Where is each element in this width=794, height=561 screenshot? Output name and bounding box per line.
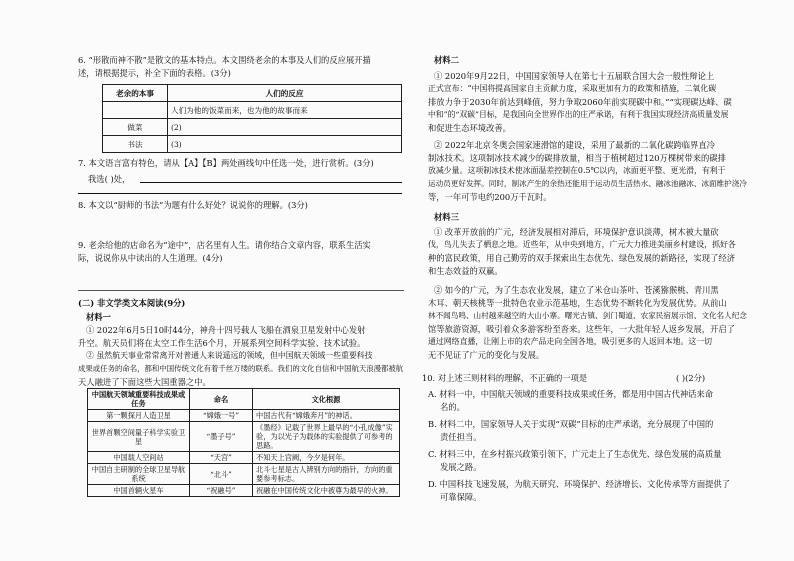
m2-p1-line3: 排放力争于2030年前达到峰值，努力争取2060年前实现碳中和。”“实现碳达峰、碳 bbox=[428, 97, 732, 107]
m3-p2-line1: ② 如今的广元，为了生态农业发展，建立了米仓山茶叶、苍溪猕猴桃、青川黑 bbox=[434, 285, 719, 295]
q7-line1: 7. 本文语言富有特色，请从【A】【B】两处画线句中任选一处，进行赏析。(3分) bbox=[78, 158, 374, 168]
table-cell: 中国自主研制的全球卫星导航系统 bbox=[88, 464, 190, 485]
section2-heading: (二) 非文学类文本阅读(9分) bbox=[78, 298, 186, 308]
table-cell: 世界首颗空间量子科学实验卫星 bbox=[88, 422, 190, 452]
table-cell: 《墨经》记载了世界上最早的“小孔成像”实验，为以光子为载体的实验提供了可参考的思路。 bbox=[253, 422, 400, 452]
option-b-line2: 责任担当。 bbox=[440, 432, 482, 442]
m3-p2-line5: 通过网络直播，让刚上市的农产品走向全国各地，吸引更多的人返回本地。这一切 bbox=[428, 337, 713, 346]
table-cell: “天宫” bbox=[190, 452, 253, 464]
m3-p1-line1: ① 改革开放前的广元，经济发展相对滞后，环境保护意识淡薄，树木被大量砍 bbox=[434, 227, 719, 237]
section-divider bbox=[78, 290, 404, 291]
m2-p1-line2: 正式宣布：“中国将提高国家自主贡献力度，采取更加有力的政策和措施，二氧化碳 bbox=[428, 84, 717, 93]
table-cell: 中国古代有“嫦娥奔月”的神话。 bbox=[253, 410, 400, 422]
q7-answer-line-2[interactable] bbox=[78, 193, 402, 194]
table-cell: “墨子号” bbox=[190, 422, 253, 452]
option-a-line2: 名的。 bbox=[440, 402, 465, 412]
q10-answer-bracket[interactable]: ( )(2分) bbox=[676, 373, 706, 383]
q6-answer-cell[interactable] bbox=[103, 102, 168, 119]
q8-line1: 8. 本文以“厨师的书法”为题有什么好处？说说你的理解。(3分) bbox=[78, 200, 308, 210]
table-cell-label: (3) bbox=[171, 139, 182, 149]
m3-p1-line4: 和生态效益的双赢。 bbox=[428, 266, 503, 276]
m2-p2-line3: 放减少量。这项制冰技术使冰面温差控制在0.5℃以内，冰面更平整、更光滑，有利于 bbox=[428, 166, 726, 175]
q6-answer-cell[interactable] bbox=[168, 119, 402, 136]
m1-p1-line2: 升空。航天员们将在太空工作生活6个月，开展系列空间科学实验、技术试验。 bbox=[78, 338, 366, 348]
option-c-line1[interactable]: C. 材料三中，在乡村振兴政策引领下，广元走上了生态优先、绿色发展的高质量 bbox=[428, 449, 722, 459]
m3-p2-line4: 馆等旅游资源，吸引着众多游客纷至沓来。这些年，一大批年轻人返乡发展，开启了 bbox=[428, 324, 735, 334]
m2-title: 材料二 bbox=[434, 55, 459, 65]
m3-p1-line2: 伐，鸟儿失去了栖息之地。近些年，从中央到地方，广元大力推进美丽乡村建设，抓好各 bbox=[428, 240, 736, 249]
table-row bbox=[88, 452, 400, 464]
m3-p1-line3: 种的富民政策，用自己勤劳的双手探索出生态优先、绿色发展的新路径，实现了经济 bbox=[428, 253, 735, 263]
option-b-line1[interactable]: B. 材料二中，国家领导人关于实现“双碳”目标的庄严承诺，充分展现了中国的 bbox=[428, 419, 714, 429]
aerospace-table-header: 文化根源 bbox=[253, 389, 400, 410]
q6-table-header: 人们的反应 bbox=[168, 85, 402, 102]
aerospace-table-header: 中国航天领域重要科技成果或任务 bbox=[88, 389, 190, 410]
q6-line1: 6. “形散而神不散”是散文的基本特点。本文围绕老余的本事及人们的反应展开描 bbox=[78, 55, 371, 65]
q9-line1: 9. 老余给他的店命名为“途中”，店名里有人生。请你结合文章内容，联系生活实 bbox=[78, 240, 371, 250]
table-cell-label: (2) bbox=[171, 122, 182, 132]
q6-answer-cell[interactable] bbox=[168, 136, 402, 153]
q6-line2: 述，请根据提示，补全下面的表格。(3分) bbox=[78, 68, 231, 78]
table-cell: 中国载人空间站 bbox=[88, 452, 190, 464]
m2-p2-line1: ② 2022年北京冬奥会国家速滑馆的建设，采用了最新的二氧化碳跨临界直冷 bbox=[434, 140, 715, 150]
aerospace-table-header: 命名 bbox=[190, 389, 253, 410]
table-row bbox=[103, 136, 402, 153]
m2-p1-line4: 中和”的“双碳”目标，是我国向全世界作出的庄严承诺，有利于我国实现经济高质量发展 bbox=[428, 110, 729, 119]
option-d-line2: 可靠保障。 bbox=[440, 492, 482, 502]
table-row bbox=[88, 485, 400, 497]
q6-table bbox=[102, 84, 402, 153]
option-a-line1[interactable]: A. 材料一中，中国航天领域的重要科技成果或任务，都是用中国古代神话来命 bbox=[428, 389, 714, 399]
m2-p2-line4: 运动员更好发挥。同时，制冰产生的余热还能用于运动员生活热水、融冰池融冰、冰面维护浇冷 bbox=[428, 179, 747, 188]
table-cell: 做菜 bbox=[103, 119, 168, 136]
q7-answer-line[interactable] bbox=[140, 182, 402, 183]
table-cell: 不知天上宫阙，今夕是何年。 bbox=[253, 452, 400, 464]
table-cell: 祝融在中国传统文化中被尊为最早的火神。 bbox=[253, 485, 400, 497]
m2-p2-line2: 制冰技术。这项制冰技术减少的碳排放量，相当于植树超过120万棵树带来的碳排 bbox=[428, 153, 726, 163]
aerospace-table bbox=[87, 388, 400, 497]
option-c-line2: 发展之路。 bbox=[440, 462, 482, 472]
table-row bbox=[88, 422, 400, 452]
option-d-line1[interactable]: D. 中国科技飞速发展，为航天研究、环境保护、经济增长、文化传承等方面提供了 bbox=[428, 479, 731, 489]
m1-p2-line1: ② 虽然航天事业常常离开对普通人来说遥远的领域，但中国航天领域一些重要科技 bbox=[86, 351, 373, 360]
table-cell: “北斗” bbox=[190, 464, 253, 485]
table-row bbox=[88, 464, 400, 485]
m3-title: 材料三 bbox=[434, 212, 459, 222]
m2-p1-line5: 和促进生态环境改善。 bbox=[428, 123, 511, 133]
table-cell: 第一颗探月人造卫星 bbox=[88, 410, 190, 422]
q7-line2: 我选( )处， bbox=[88, 174, 131, 184]
m1-p2-line2: 成果或任务的命名，都和中国传统文化有着千丝万缕的联系。我们的文化自信和中国航天浪漫都被航 bbox=[78, 364, 404, 373]
m3-p2-line2: 木耳、朝天核桃等一批特色农业示范基地，生态优势不断转化为发展优势。从前山 bbox=[428, 298, 727, 308]
m2-p1-line1: ① 2020年9月22日，中国国家领导人在第七十五届联合国大会一般性辩论上 bbox=[434, 71, 715, 81]
table-cell: “祝融号” bbox=[190, 485, 253, 497]
table-row bbox=[103, 119, 402, 136]
table-row bbox=[103, 102, 402, 119]
m2-p2-line5: 等，一年可节电约200万千瓦时。 bbox=[428, 192, 552, 202]
table-cell: 中国首辆火星车 bbox=[88, 485, 190, 497]
q10-title: 10. 对上述三则材料的理解，不正确的一项是 bbox=[422, 373, 588, 383]
table-row bbox=[88, 410, 400, 422]
q6-table-header: 老余的本事 bbox=[103, 85, 168, 102]
table-cell: 书法 bbox=[103, 136, 168, 153]
table-cell: 北斗七星是古人辨别方向的指针，方向的重要参考标志。 bbox=[253, 464, 400, 485]
m3-p2-line6: 无不见证了广元的变化与发展。 bbox=[428, 350, 545, 360]
q9-line2: 际，说说你从中读出的人生道理。(4分) bbox=[78, 253, 223, 263]
m1-p1-line1: ① 2022年6月5日10时44分，神舟十四号载人飞船在酒泉卫星发射中心发射 bbox=[86, 325, 366, 335]
m1-p2-line3: 天人融进了下面这些大国重器之中。 bbox=[78, 377, 211, 387]
m3-p2-line3: 林不闻鸟鸣、山村越来越空的大山小寨。曙光古镇、剑门蜀道、农家民宿展示馆、文化名人纪念 bbox=[428, 311, 747, 320]
table-cell: 人们为他的饭菜而来，也为他的故事而来 bbox=[168, 102, 402, 119]
m1-title: 材料一 bbox=[86, 312, 111, 322]
table-cell: “嫦娥一号” bbox=[190, 410, 253, 422]
